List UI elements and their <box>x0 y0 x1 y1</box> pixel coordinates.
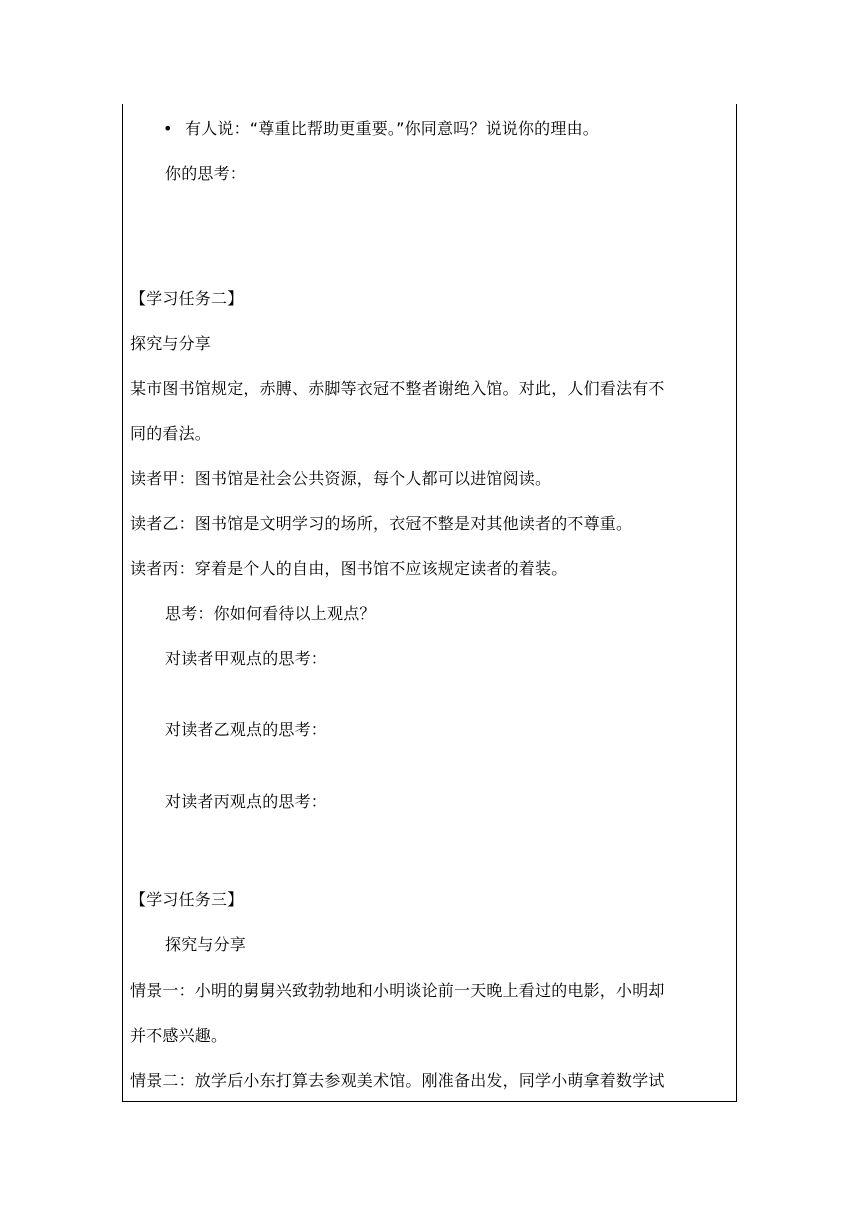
question-bullet-item <box>163 118 599 140</box>
task-two-subheading: 探究与分享 <box>130 334 212 353</box>
thinking-question: 思考：你如何看待以上观点？ <box>165 604 376 623</box>
scene-one-line1: 情景一：小明的舅舅兴致勃勃地和小明谈论前一天晚上看过的电影，小明却 <box>130 981 665 1000</box>
reader-c-thinking-label: 对读者丙观点的思考： <box>165 792 328 811</box>
scene-two-line1: 情景二：放学后小东打算去参观美术馆。刚准备出发，同学小萌拿着数学试 <box>130 1071 665 1090</box>
reader-a-view: 读者甲：图书馆是社会公共资源，每个人都可以进馆阅读。 <box>130 469 552 488</box>
task-three-subheading: 探究与分享 <box>165 935 247 954</box>
library-rule-paragraph-line2: 同的看法。 <box>130 424 212 443</box>
task-three-heading: 【学习任务三】 <box>130 890 244 909</box>
reader-a-thinking-label: 对读者甲观点的思考： <box>165 649 328 668</box>
question-text: 有人说：“尊重比帮助更重要。”你同意吗？说说你的理由。 <box>185 119 599 138</box>
reader-c-view: 读者丙：穿着是个人的自由，图书馆不应该规定读者的着装。 <box>130 559 568 578</box>
reader-b-view: 读者乙：图书馆是文明学习的场所，衣冠不整是对其他读者的不尊重。 <box>130 514 633 533</box>
your-thinking-label: 你的思考： <box>165 164 247 183</box>
scene-one-line2: 并不感兴趣。 <box>130 1026 228 1045</box>
bullet-icon: • <box>163 119 173 138</box>
task-two-heading: 【学习任务二】 <box>130 289 244 308</box>
reader-b-thinking-label: 对读者乙观点的思考： <box>165 720 328 739</box>
library-rule-paragraph-line1: 某市图书馆规定，赤膊、赤脚等衣冠不整者谢绝入馆。对此，人们看法有不 <box>130 379 665 398</box>
